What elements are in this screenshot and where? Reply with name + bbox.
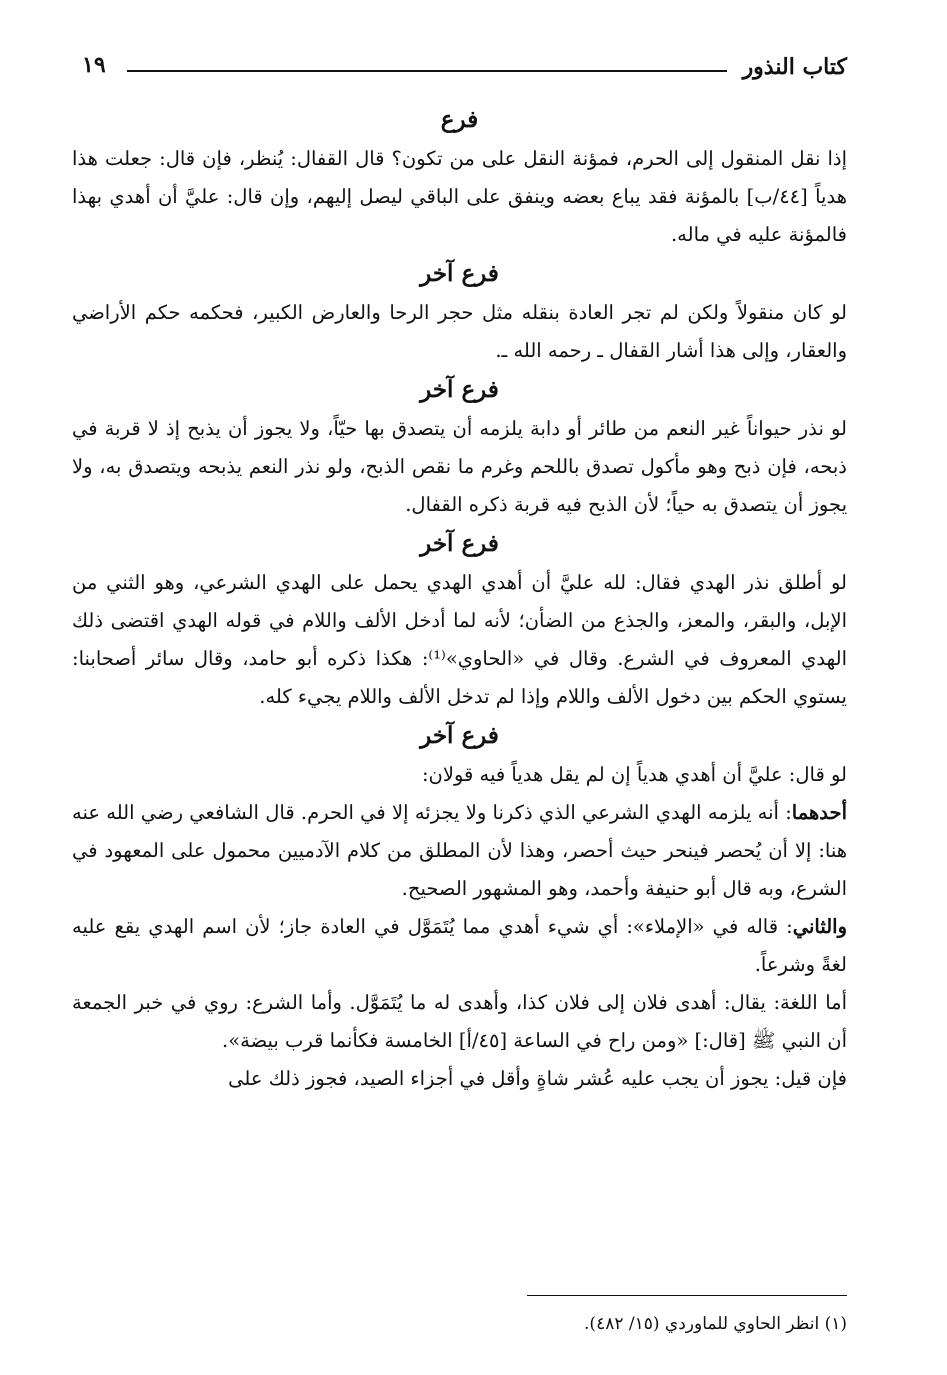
header-rule xyxy=(127,70,727,72)
paragraph-language: أما اللغة: يقال: أهدى فلان إلى فلان كذا، وأهدى له ما يُتَمَوَّل. وأما الشرع: روي في خبر الجمعة أن النبي ﷺ [قال:] «ومن راح في الساعة [٤٥/أ] الخامسة فكأنما قرب بيضة». xyxy=(72,991,847,1052)
section-heading: فرع xyxy=(440,106,479,133)
page-number: ١٩ xyxy=(82,52,106,78)
paragraph: إذا نقل المنقول إلى الحرم، فمؤنة النقل على من تكون؟ قال القفال: يُنظر، فإن قال: جعلت هذا هدياً [٤٤/ب] بالمؤنة فقد يباع بعضه وينفق على الباقي ليصل إليهم، وإن قال: عليَّ أن أهدي بهذا فالمؤنة عليه في ماله. xyxy=(72,147,847,246)
paragraph: لو نذر حيواناً غير النعم من طائر أو دابة يلزمه أن يتصدق بها حيّاً، ولا يجوز أن يذبح إذ لا قربة في ذبحه، فإن ذبح وهو مأكول تصدق باللحم وغرم ما نقص الذبح، ولو نذر النعم يذبحه ويتصدق به، ولا يجوز أن يتصدق به حياً؛ لأن الذبح فيه قربة ذكره القفال. xyxy=(72,417,847,516)
paragraph-first-opinion xyxy=(72,794,847,908)
book-title: كتاب النذور xyxy=(742,54,847,80)
paragraph-second-opinion xyxy=(72,908,847,984)
first-opinion-text: : أنه يلزمه الهدي الشرعي الذي ذكرنا ولا يجزئه إلا في الحرم. قال الشافعي رضي الله عنه هنا: إلا أن يُحصر فينحر حيث أحصر، وهذا لأن المطلق من كلام الآدميين محمول على المعهود في الشرع، وبه قال أبو حنيفة وأحمد، وهو المشهور الصحيح. xyxy=(72,801,847,900)
second-opinion-text: : قاله في «الإملاء»: أي شيء أهدي مما يُتَمَوَّل في العادة جاز؛ لأن اسم الهدي يقع عليه لغةً وشرعاً. xyxy=(72,915,847,976)
first-opinion-label: أحدهما xyxy=(791,801,847,824)
section-heading: فرع آخر xyxy=(420,260,499,287)
page-header xyxy=(72,48,847,88)
paragraph: لو كان منقولاً ولكن لم تجر العادة بنقله مثل حجر الرحا والعارض الكبير، فحكمه حكم الأراضي والعقار، وإلى هذا أشار القفال ـ رحمه الله ـ. xyxy=(72,301,847,362)
footnote-rule xyxy=(527,1295,847,1296)
section-heading: فرع آخر xyxy=(420,530,499,557)
document-page xyxy=(72,48,847,1348)
footnote: (١) انظر الحاوي للماوردي (١٥/ ٤٨٢). xyxy=(584,1314,847,1334)
section-heading: فرع آخر xyxy=(420,722,499,749)
main-text xyxy=(72,100,847,1098)
section-heading: فرع آخر xyxy=(420,376,499,403)
paragraph: لو أطلق نذر الهدي فقال: لله عليَّ أن أهدي الهدي يحمل على الهدي الشرعي، وهو الثني من الإبل، والبقر، والمعز، والجذع من الضأن؛ لأنه لما أدخل الألف واللام في قوله الهدي اقتضى ذلك الهدي المعروف في الشرع. وقال في «الحاوي»⁽¹⁾: هكذا ذكره أبو حامد، وقال سائر أصحابنا: يستوي الحكم بين دخول الألف واللام وإذا لم تدخل الألف واللام يجيء كله. xyxy=(72,571,848,708)
paragraph-intro: لو قال: عليَّ أن أهدي هدياً إن لم يقل هدياً فيه قولان: xyxy=(421,763,847,786)
paragraph-objection: فإن قيل: يجوز أن يجب عليه عُشر شاةٍ وأقل في أجزاء الصيد، فجوز ذلك على xyxy=(228,1067,847,1090)
second-opinion-label: والثاني xyxy=(792,915,847,938)
